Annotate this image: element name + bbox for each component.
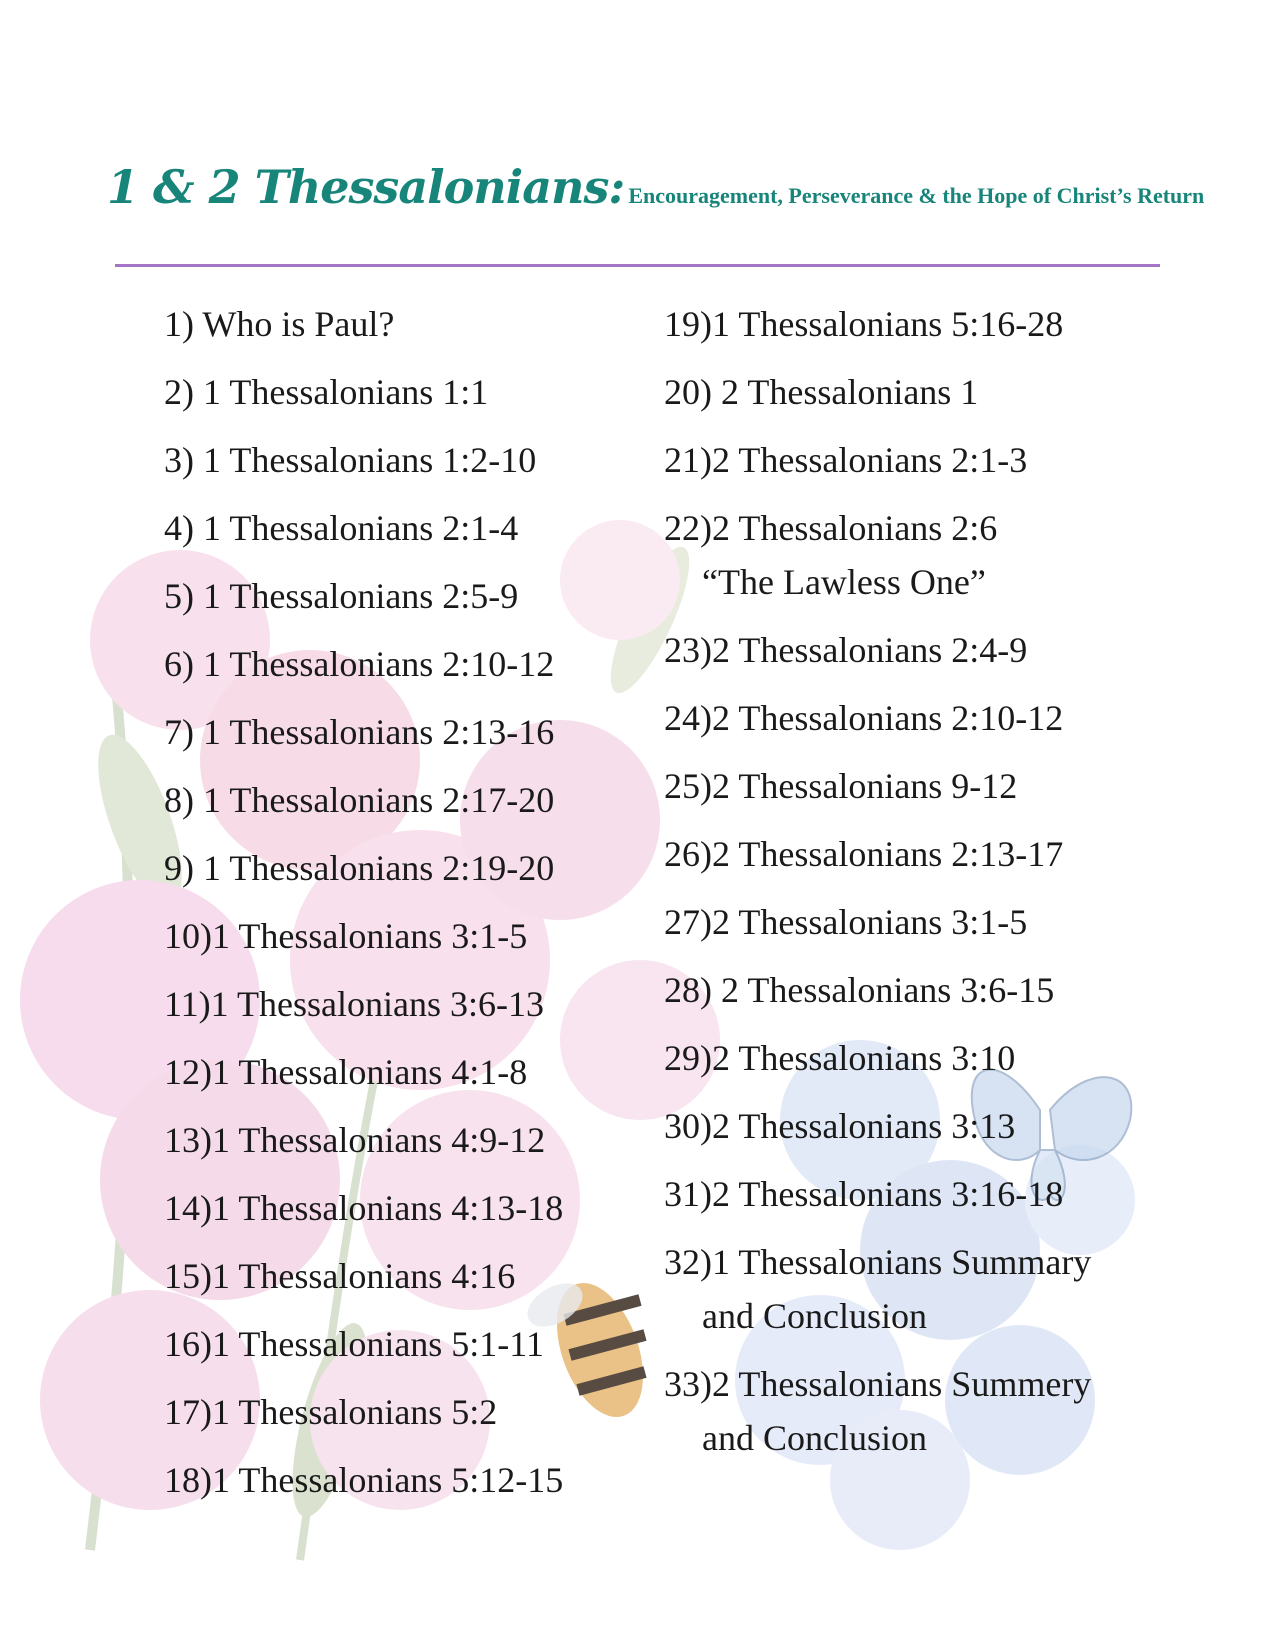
item-number: 29) [664, 1038, 712, 1078]
item-label: 1 Thessalonians 4:1-8 [212, 1052, 528, 1092]
item-label: 1 Thessalonians 4:13-18 [212, 1188, 564, 1228]
lesson-list-left [164, 306, 634, 1530]
item-number: 4) [164, 508, 203, 548]
item-label: 2 Thessalonians 9-12 [712, 766, 1018, 806]
list-item [164, 1326, 634, 1394]
item-label: 1 Thessalonians 5:16-28 [712, 304, 1064, 344]
item-label: 2 Thessalonians 2:1-3 [712, 440, 1028, 480]
item-label: 1 Thessalonians 2:1-4 [203, 508, 519, 548]
list-item [164, 850, 634, 918]
item-number: 18) [164, 1460, 212, 1500]
item-number: 22) [664, 508, 712, 548]
item-number: 1) [164, 304, 203, 344]
item-label: 2 Thessalonians 3:10 [712, 1038, 1016, 1078]
list-item [164, 918, 634, 986]
list-item [664, 1108, 1164, 1176]
list-item [664, 1244, 1164, 1366]
list-item [664, 972, 1164, 1040]
item-label: 1 Thessalonians 3:1-5 [212, 916, 528, 956]
item-label-continued: and Conclusion [702, 1296, 927, 1336]
item-label: 2 Thessalonians Summery [712, 1364, 1092, 1404]
list-item [164, 714, 634, 782]
item-number: 30) [664, 1106, 712, 1146]
item-number: 21) [664, 440, 712, 480]
item-label: 1 Thessalonians 5:1-11 [212, 1324, 544, 1364]
list-item [164, 1258, 634, 1326]
item-label-continued: and Conclusion [702, 1418, 927, 1458]
list-item [164, 646, 634, 714]
item-number: 2) [164, 372, 203, 412]
list-item [664, 510, 1164, 632]
item-label: 2 Thessalonians 2:6 [712, 508, 998, 548]
item-label: 1 Thessalonians 5:2 [212, 1392, 498, 1432]
item-label: 1 Thessalonians 2:5-9 [203, 576, 519, 616]
item-number: 24) [664, 698, 712, 738]
item-label: 1 Thessalonians 2:19-20 [203, 848, 555, 888]
item-number: 19) [664, 304, 712, 344]
list-item [664, 306, 1164, 374]
item-number: 14) [164, 1188, 212, 1228]
item-number: 31) [664, 1174, 712, 1214]
item-label: 1 Thessalonians 1:1 [203, 372, 489, 412]
item-label: 2 Thessalonians 2:10-12 [712, 698, 1064, 738]
item-number: 25) [664, 766, 712, 806]
list-item [164, 1122, 634, 1190]
lesson-list-right [664, 306, 1164, 1488]
item-label: 1 Thessalonians 4:16 [212, 1256, 516, 1296]
list-item [664, 836, 1164, 904]
item-number: 7) [164, 712, 203, 752]
item-number: 15) [164, 1256, 212, 1296]
item-label: 2 Thessalonians 3:16-18 [712, 1174, 1064, 1214]
list-item [664, 1176, 1164, 1244]
item-number: 32) [664, 1242, 712, 1282]
item-number: 33) [664, 1364, 712, 1404]
item-number: 11) [164, 984, 211, 1024]
item-number: 12) [164, 1052, 212, 1092]
item-number: 28) [664, 970, 721, 1010]
item-label: 2 Thessalonians 2:4-9 [712, 630, 1028, 670]
page-subtitle: Encouragement, Perseverance & the Hope of Christ’s Return [628, 183, 1205, 208]
list-item [164, 578, 634, 646]
list-item [664, 1040, 1164, 1108]
list-item [164, 1394, 634, 1462]
item-number: 13) [164, 1120, 212, 1160]
item-label: 1 Thessalonians 3:6-13 [210, 984, 544, 1024]
item-label: 2 Thessalonians 1 [721, 372, 979, 412]
item-number: 5) [164, 576, 203, 616]
list-item [664, 1366, 1164, 1488]
list-item [664, 768, 1164, 836]
item-label: 2 Thessalonians 3:6-15 [721, 970, 1055, 1010]
item-label: 2 Thessalonians 3:1-5 [712, 902, 1028, 942]
list-item [164, 306, 634, 374]
item-number: 8) [164, 780, 203, 820]
list-item [164, 374, 634, 442]
page-header [107, 160, 1205, 214]
list-item [164, 442, 634, 510]
list-item [164, 1462, 634, 1530]
item-number: 10) [164, 916, 212, 956]
item-label: Who is Paul? [202, 304, 395, 344]
item-number: 17) [164, 1392, 212, 1432]
item-label: 1 Thessalonians 2:10-12 [203, 644, 555, 684]
item-label: 1 Thessalonians 2:13-16 [203, 712, 555, 752]
page-title: 1 & 2 Thessalonians: [107, 160, 625, 214]
divider-line [115, 264, 1160, 267]
list-item [164, 986, 634, 1054]
item-number: 16) [164, 1324, 212, 1364]
list-item [164, 1054, 634, 1122]
list-item [164, 510, 634, 578]
item-number: 20) [664, 372, 721, 412]
list-item [164, 782, 634, 850]
list-item [664, 442, 1164, 510]
item-label: 1 Thessalonians 4:9-12 [212, 1120, 546, 1160]
item-label: 2 Thessalonians 3:13 [712, 1106, 1016, 1146]
list-item [664, 700, 1164, 768]
list-item [164, 1190, 634, 1258]
item-label: 1 Thessalonians 2:17-20 [203, 780, 555, 820]
item-label: 2 Thessalonians 2:13-17 [712, 834, 1064, 874]
list-item [664, 904, 1164, 972]
item-number: 3) [164, 440, 203, 480]
item-label-continued: “The Lawless One” [702, 562, 986, 602]
item-number: 27) [664, 902, 712, 942]
list-item [664, 632, 1164, 700]
item-number: 6) [164, 644, 203, 684]
item-number: 26) [664, 834, 712, 874]
item-number: 23) [664, 630, 712, 670]
item-label: 1 Thessalonians Summary [712, 1242, 1092, 1282]
item-label: 1 Thessalonians 5:12-15 [212, 1460, 564, 1500]
list-item [664, 374, 1164, 442]
item-label: 1 Thessalonians 1:2-10 [203, 440, 537, 480]
item-number: 9) [164, 848, 203, 888]
